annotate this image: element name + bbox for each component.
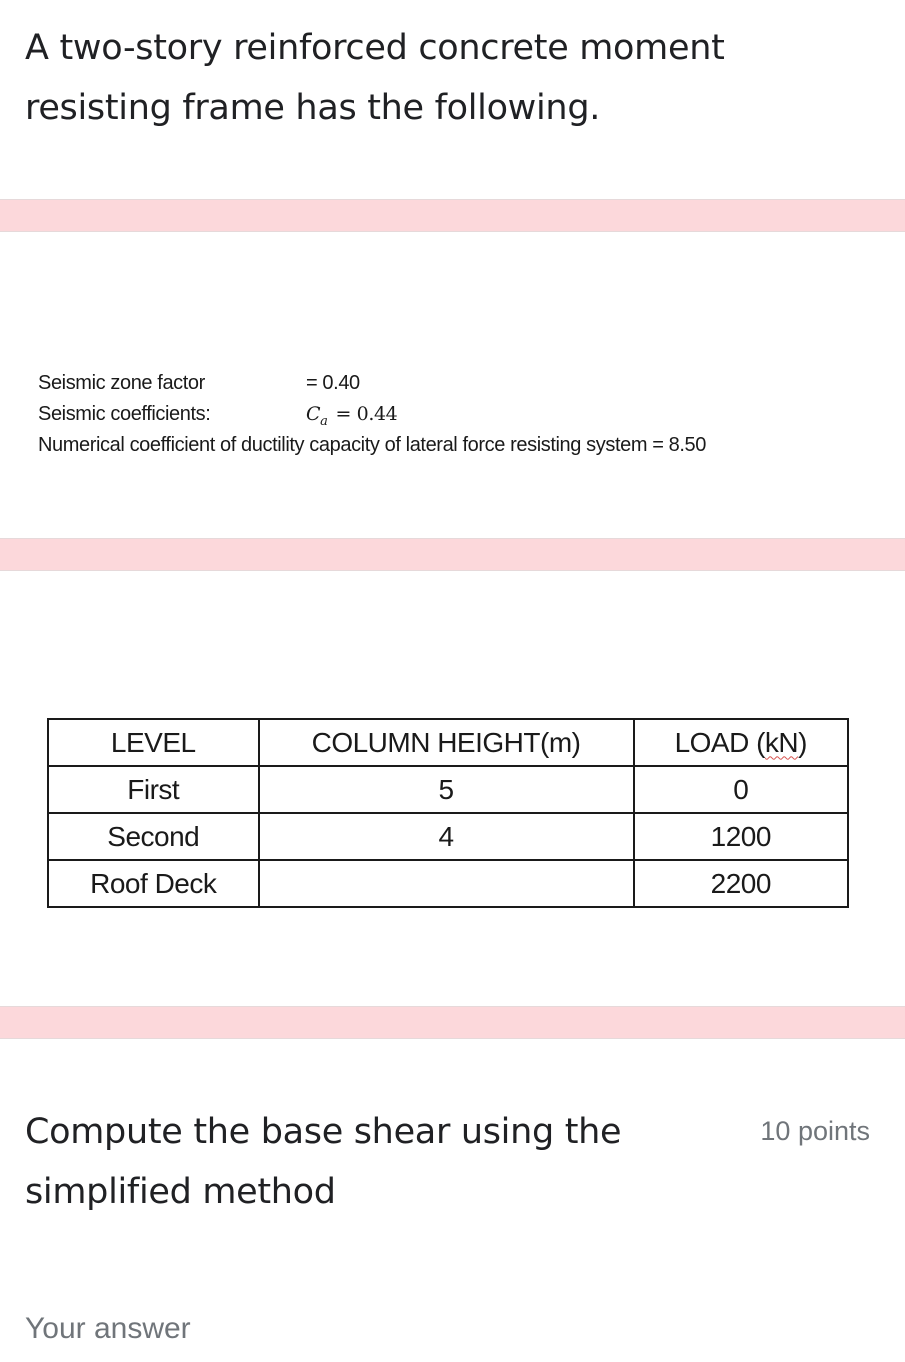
symbol-c: C xyxy=(306,403,321,425)
divider-band xyxy=(0,1006,905,1039)
symbol-subscript: a xyxy=(320,414,328,429)
cell-level: Second xyxy=(48,813,259,860)
param-value-ca xyxy=(306,399,397,432)
cell-column-height: 4 xyxy=(259,813,634,860)
param-label: Seismic zone factor xyxy=(38,372,205,394)
parameters-image xyxy=(38,368,868,461)
divider-band xyxy=(0,199,905,232)
table-row xyxy=(48,766,848,813)
cell-level: Roof Deck xyxy=(48,860,259,907)
divider-band xyxy=(0,538,905,571)
header-level: LEVEL xyxy=(48,719,259,766)
param-row-seismic-coefficients xyxy=(38,399,868,430)
table-header-row xyxy=(48,719,848,766)
ca-value: = 0.44 xyxy=(335,403,398,425)
cell-load: 1200 xyxy=(634,813,848,860)
question-points: 10 points xyxy=(760,1116,870,1146)
param-label: Numerical coefficient of ductility capacity of lateral force resisting system = 8.50 xyxy=(38,434,707,456)
cell-load: 2200 xyxy=(634,860,848,907)
cell-load: 0 xyxy=(634,766,848,813)
cell-column-height: 5 xyxy=(259,766,634,813)
param-row-zone-factor xyxy=(38,368,868,399)
answer-input[interactable] xyxy=(25,1306,625,1352)
param-row-ductility xyxy=(38,430,868,461)
section-title: A two-story reinforced concrete moment resisting frame has the following. xyxy=(25,28,725,128)
levels-table xyxy=(47,718,849,908)
question-title: Compute the base shear using the simplified method xyxy=(25,1112,622,1212)
header-load: LOAD (kN) xyxy=(634,719,848,766)
param-label: Seismic coefficients: xyxy=(38,403,211,425)
cell-column-height xyxy=(259,860,634,907)
cell-level: First xyxy=(48,766,259,813)
table-row xyxy=(48,860,848,907)
param-value: = 0.40 xyxy=(306,372,360,394)
table-row xyxy=(48,813,848,860)
header-column-height: COLUMN HEIGHT(m) xyxy=(259,719,634,766)
spellcheck-underlined-word: kN xyxy=(764,726,799,758)
